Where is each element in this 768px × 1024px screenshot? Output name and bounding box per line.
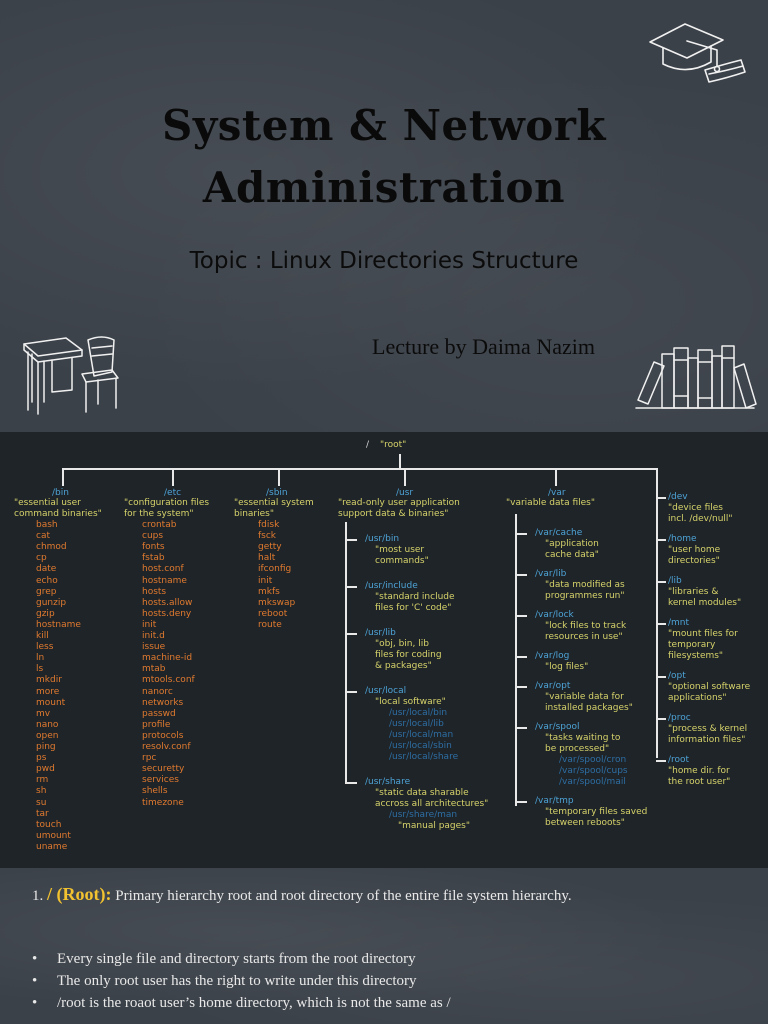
etc-file-item: host.conf xyxy=(142,564,184,575)
etc-file-item: issue xyxy=(142,642,166,653)
root-subdir-desc: "libraries & kernel modules" xyxy=(668,587,742,608)
tree-connector xyxy=(172,468,174,486)
usr-subdir-desc: "static data sharable accross all architectures" xyxy=(375,788,489,809)
tree-connector xyxy=(656,760,666,762)
bin-file-item: cat xyxy=(36,531,50,542)
slide-title-line2: Administration xyxy=(202,163,566,212)
etc-file-item: profile xyxy=(142,719,171,730)
etc-file-item: init.d xyxy=(142,631,165,641)
usr-subdir-child: /usr/local/lib xyxy=(389,719,444,729)
usr-subdir: /usr/local xyxy=(365,686,407,696)
bin-file-item: mv xyxy=(36,708,51,719)
tree-connector xyxy=(345,539,357,541)
etc-file-item: protocols xyxy=(142,730,184,741)
bin-file-item: echo xyxy=(36,575,58,586)
tree-connector xyxy=(656,539,666,541)
etc-file-item: mtab xyxy=(142,664,166,675)
sbin-file-item: mkfs xyxy=(258,586,280,597)
bin-file-item: chmod xyxy=(36,542,67,553)
root-explanation-slide xyxy=(0,868,768,1024)
usr-subdir-desc: "local software" xyxy=(375,697,446,707)
dir-sbin-desc: "essential system binaries" xyxy=(234,498,314,519)
bin-file-item: hostname xyxy=(36,619,81,630)
root-subdir-desc: "optional software applications" xyxy=(668,682,751,703)
var-subdir: /var/cache xyxy=(535,528,583,538)
etc-file-item: hosts xyxy=(142,586,167,597)
dir-usr-desc: "read-only user application support data & binaries" xyxy=(338,498,460,519)
root-subdir-desc: "mount files for temporary filesystems" xyxy=(668,629,738,661)
etc-file-item: networks xyxy=(142,697,184,708)
var-subdir-desc: "tasks waiting to be processed" xyxy=(545,733,621,754)
sbin-file-item: getty xyxy=(258,542,282,553)
books-icon xyxy=(634,340,758,412)
var-subdir: /var/log xyxy=(535,651,570,661)
usr-subdir-child: /usr/local/man xyxy=(389,730,454,740)
sbin-file-item: reboot xyxy=(258,608,288,619)
var-subdir-child: /var/spool/mail xyxy=(559,777,626,787)
etc-file-item: fstab xyxy=(142,553,165,564)
tree-connector xyxy=(515,615,527,617)
etc-file-item: passwd xyxy=(142,708,176,719)
root-subdir: /mnt xyxy=(668,618,690,628)
sbin-file-item: route xyxy=(258,619,282,630)
usr-subdir: /usr/include xyxy=(365,581,418,591)
etc-file-item: hostname xyxy=(142,575,187,586)
dir-etc-desc: "configuration files for the system" xyxy=(124,498,210,519)
root-subdir-desc: "home dir. for the root user" xyxy=(668,766,731,787)
tree-connector xyxy=(345,782,357,784)
tree-connector xyxy=(62,468,658,470)
usr-subdir-desc: "standard include files for 'C' code" xyxy=(375,592,455,613)
tree-root-path: / xyxy=(366,440,370,450)
root-subdir: /home xyxy=(668,534,697,544)
tree-connector xyxy=(656,718,666,720)
tree-connector xyxy=(404,468,406,486)
etc-file-item: hosts.deny xyxy=(142,608,192,619)
dir-bin: /bin xyxy=(52,488,69,498)
sbin-file-item: mkswap xyxy=(258,597,296,608)
dir-bin-desc: "essential user command binaries" xyxy=(14,498,102,519)
tree-connector xyxy=(345,586,357,588)
tree-connector xyxy=(62,468,64,486)
root-subdir: /opt xyxy=(668,671,686,681)
etc-file-item: securetty xyxy=(142,764,185,775)
item-number: 1. xyxy=(32,888,44,904)
var-subdir-desc: "temporary files saved between reboots" xyxy=(545,807,648,828)
dir-usr: /usr xyxy=(396,488,414,498)
etc-file-item: fonts xyxy=(142,542,165,553)
root-subdir-desc: "process & kernel information files" xyxy=(668,724,748,745)
bin-file-item: nano xyxy=(36,719,59,730)
etc-file-item: resolv.conf xyxy=(142,742,191,752)
bin-file-item: bash xyxy=(36,520,58,530)
title-slide xyxy=(0,0,768,432)
var-subdir: /var/lib xyxy=(535,569,567,579)
var-subdir-desc: "variable data for installed packages" xyxy=(545,692,633,713)
sbin-file-item: init xyxy=(258,575,273,586)
root-heading xyxy=(32,884,572,905)
slide-title-line1: System & Network xyxy=(161,101,607,150)
bin-file-item: ln xyxy=(36,653,45,664)
usr-subdir-desc: "most user commands" xyxy=(375,545,429,566)
bin-file-item: ping xyxy=(36,742,56,752)
bin-file-item: sh xyxy=(36,786,47,797)
var-subdir-child: /var/spool/cron xyxy=(559,755,627,765)
var-subdir: /var/spool xyxy=(535,722,580,732)
root-subdir: /dev xyxy=(668,492,688,502)
bin-file-item: grep xyxy=(36,586,57,597)
tree-connector xyxy=(515,656,527,658)
bin-file-item: uname xyxy=(36,841,68,852)
bin-file-item: cp xyxy=(36,553,47,564)
root-subdir: /proc xyxy=(668,713,691,723)
bin-file-item: mount xyxy=(36,697,66,708)
etc-file-item: services xyxy=(142,775,179,786)
tree-connector xyxy=(515,801,527,803)
root-subdir-desc: "device files incl. /dev/null" xyxy=(668,503,733,524)
bin-file-item: date xyxy=(36,564,57,575)
var-subdir: /var/tmp xyxy=(535,796,574,806)
bin-file-item: su xyxy=(36,797,47,808)
graduation-cap-icon xyxy=(645,14,750,86)
usr-subdir-child: /usr/local/sbin xyxy=(389,741,452,751)
usr-subdir: /usr/bin xyxy=(365,534,400,544)
dir-sbin: /sbin xyxy=(266,488,288,498)
etc-file-item: timezone xyxy=(142,797,184,808)
bin-file-item: tar xyxy=(36,808,49,819)
root-subdir: /root xyxy=(668,755,690,765)
bin-file-item: kill xyxy=(36,631,49,641)
etc-file-item: cups xyxy=(142,531,164,542)
tree-connector xyxy=(555,468,557,486)
bin-file-item: rm xyxy=(36,775,49,786)
tree-connector xyxy=(345,691,357,693)
tree-connector xyxy=(656,497,666,499)
root-subdir-desc: "user home directories" xyxy=(668,545,721,566)
bin-file-item: gzip xyxy=(36,608,55,619)
bin-file-item: umount xyxy=(36,830,71,841)
usr-subdir: /usr/share xyxy=(365,777,411,787)
bin-file-item: more xyxy=(36,686,60,697)
var-subdir: /var/opt xyxy=(535,681,571,691)
bin-file-item: ls xyxy=(36,664,44,675)
bin-file-item: touch xyxy=(36,819,62,830)
tree-connector xyxy=(656,676,666,678)
var-subdir-desc: "log files" xyxy=(545,662,589,672)
root-subdir: /lib xyxy=(668,576,682,586)
bullet-item: • The only root user has the right to write under this directory xyxy=(32,970,451,992)
usr-subdir-child-desc: "manual pages" xyxy=(398,821,471,831)
etc-file-item: mtools.conf xyxy=(142,675,195,686)
bullet-item: • /root is the roaot user’s home directory, which is not the same as / xyxy=(32,992,451,1014)
etc-file-item: crontab xyxy=(142,520,177,530)
sbin-file-item: fsck xyxy=(258,531,277,542)
var-subdir: /var/lock xyxy=(535,610,574,620)
bin-file-item: pwd xyxy=(36,764,55,775)
root-label: / (Root): xyxy=(47,884,112,904)
etc-file-item: shells xyxy=(142,786,168,797)
tree-connector xyxy=(515,574,527,576)
root-bullet-list xyxy=(32,948,451,1014)
usr-subdir-desc: "obj, bin, lib files for coding & packages" xyxy=(375,639,442,671)
usr-subdir-child: /usr/local/bin xyxy=(389,708,448,718)
sbin-file-item: ifconfig xyxy=(258,564,292,575)
usr-subdir-child: /usr/local/share xyxy=(389,752,459,762)
tree-connector xyxy=(278,468,280,486)
bin-file-item: open xyxy=(36,730,59,741)
tree-connector xyxy=(515,514,517,806)
bin-file-item: mkdir xyxy=(36,675,62,686)
bin-file-item: less xyxy=(36,642,54,653)
etc-file-item: machine-id xyxy=(142,653,193,664)
bin-file-item: gunzip xyxy=(36,597,67,608)
tree-connector xyxy=(345,522,347,784)
bin-file-item: ps xyxy=(36,753,47,764)
tree-connector xyxy=(515,533,527,535)
slide-topic: Topic : Linux Directories Structure xyxy=(189,248,579,274)
tree-connector xyxy=(399,454,401,468)
var-subdir-desc: "lock files to track resources in use" xyxy=(545,621,627,642)
sbin-file-item: fdisk xyxy=(258,520,280,530)
usr-subdir: /usr/lib xyxy=(365,628,396,638)
directory-tree-slide xyxy=(0,432,768,868)
sbin-file-item: halt xyxy=(258,553,276,564)
tree-connector xyxy=(515,727,527,729)
dir-var-desc: "variable data files" xyxy=(506,498,595,508)
tree-connector xyxy=(345,633,357,635)
tree-connector xyxy=(515,686,527,688)
dir-etc: /etc xyxy=(164,488,182,498)
var-subdir-desc: "application cache data" xyxy=(545,539,599,560)
etc-file-item: nanorc xyxy=(142,686,173,697)
tree-root-desc: "root" xyxy=(380,440,407,450)
var-subdir-desc: "data modified as programmes run" xyxy=(545,580,625,601)
tree-connector xyxy=(656,581,666,583)
etc-file-item: init xyxy=(142,619,157,630)
var-subdir-child: /var/spool/cups xyxy=(559,766,628,776)
lecturer-credit: Lecture by Daima Nazim xyxy=(372,334,595,359)
dir-var: /var xyxy=(548,488,566,498)
etc-file-item: rpc xyxy=(142,753,157,764)
tree-connector xyxy=(656,468,658,758)
tree-connector xyxy=(656,623,666,625)
usr-subdir-child: /usr/share/man xyxy=(389,810,458,820)
etc-file-item: hosts.allow xyxy=(142,597,193,608)
root-description: Primary hierarchy root and root directory of the entire file system hierarchy. xyxy=(115,888,572,904)
desk-chair-icon xyxy=(22,332,120,420)
bullet-item: • Every single file and directory starts from the root directory xyxy=(32,948,451,970)
